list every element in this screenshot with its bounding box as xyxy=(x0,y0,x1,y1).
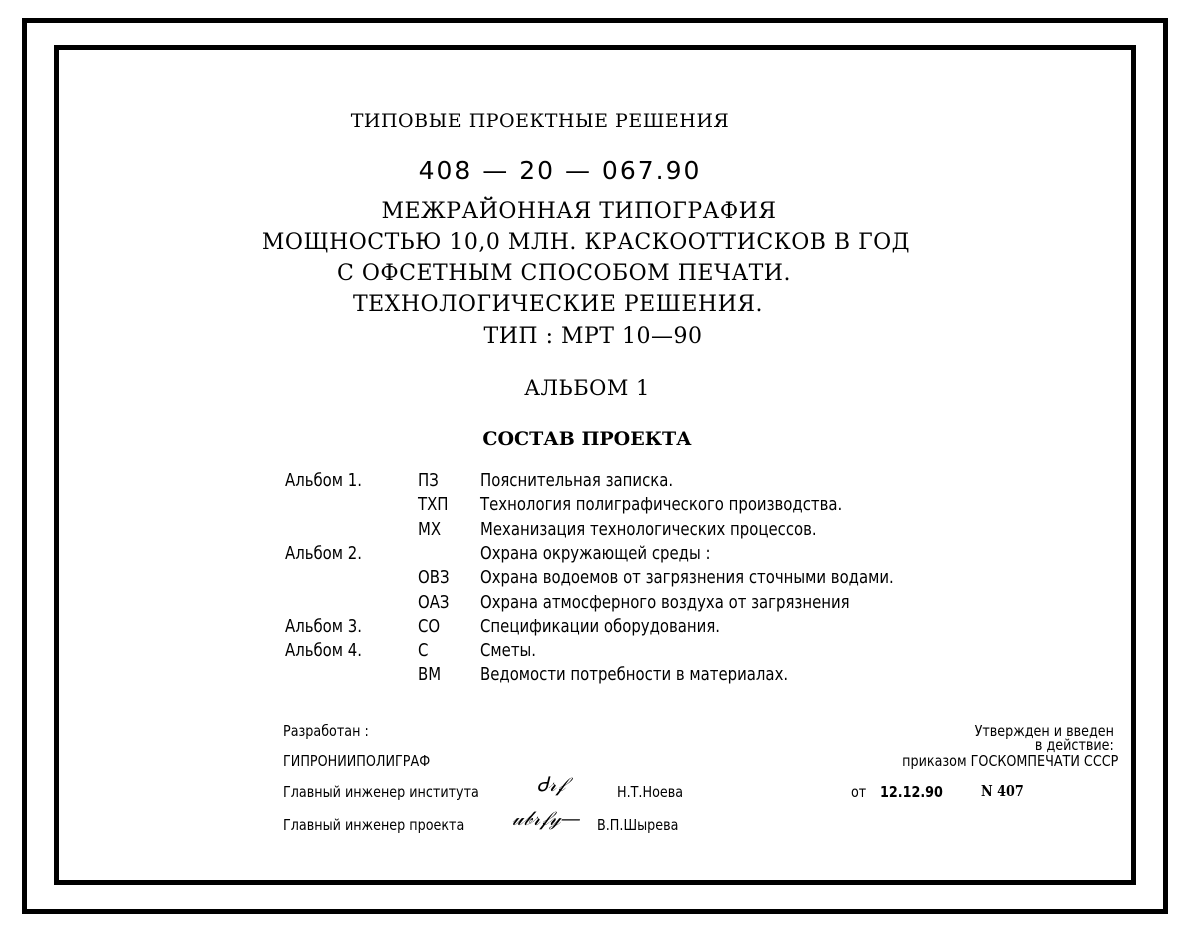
album-title: АЛЬБОМ 1 xyxy=(524,376,650,400)
composition-code: МХ xyxy=(418,518,442,540)
composition-album: Альбом 1. xyxy=(285,470,362,491)
composition-text: Ведомости потребности в материалах. xyxy=(480,664,789,686)
developer-org: ГИПРОНИИПОЛИГРАФ xyxy=(283,752,431,770)
composition-text: Сметы. xyxy=(480,640,536,662)
composition-text: Технология полиграфического производства. xyxy=(480,494,843,516)
chief-project-label: Главный инженер проекта xyxy=(283,816,465,834)
composition-title: СОСТАВ ПРОЕКТА xyxy=(482,428,692,450)
order-date: 12.12.90 xyxy=(880,783,943,801)
composition-code: С xyxy=(418,640,429,662)
title-line: ТИП : МРТ 10—90 xyxy=(483,324,703,349)
header: ТИПОВЫЕ ПРОЕКТНЫЕ РЕШЕНИЯ xyxy=(350,110,730,132)
chief-institute-name: Н.Т.Ноева xyxy=(617,783,684,801)
title-line: С ОФСЕТНЫМ СПОСОБОМ ПЕЧАТИ. xyxy=(337,261,791,286)
composition-code: ТХП xyxy=(418,494,449,516)
date-prefix: от xyxy=(851,783,867,801)
project-code: 408 — 20 — 067.90 xyxy=(418,156,702,185)
composition-code: ОВЗ xyxy=(418,567,450,589)
composition-album: Альбом 3. xyxy=(285,615,362,637)
composition-code: ОАЗ xyxy=(418,591,450,613)
approved-line-2: в действие: xyxy=(1035,736,1114,754)
composition-text: Охрана водоемов от загрязнения сточными водами. xyxy=(480,567,894,589)
order-number: N 407 xyxy=(981,782,1024,800)
title-line: МОЩНОСТЬЮ 10,0 МЛН. КРАСКООТТИСКОВ В ГОД xyxy=(261,230,911,255)
composition-text: Механизация технологических процессов. xyxy=(480,518,817,540)
composition-text: Охрана атмосферного воздуха от загрязнения xyxy=(480,591,850,613)
composition-album: Альбом 2. xyxy=(285,542,362,564)
order-line: приказом ГОСКОМПЕЧАТИ СССР xyxy=(901,752,1118,770)
composition-code: ВМ xyxy=(418,664,442,686)
composition-code: ПЗ xyxy=(418,470,439,491)
signature-2: 𝓊𝒷𝓇𝒻𝓎— xyxy=(512,806,581,830)
developed-label: Разработан : xyxy=(283,722,369,740)
composition-text: Пояснительная записка. xyxy=(480,470,674,491)
composition-text: Охрана окружающей среды : xyxy=(480,542,711,564)
title-line: МЕЖРАЙОННАЯ ТИПОГРАФИЯ xyxy=(381,199,777,224)
composition-album: Альбом 4. xyxy=(285,640,362,662)
composition-text: Спецификации оборудования. xyxy=(480,615,721,637)
title-line: ТЕХНОЛОГИЧЕСКИЕ РЕШЕНИЯ. xyxy=(352,292,764,317)
signature-1: Ꮷ𝓇𝒻 xyxy=(537,772,566,796)
chief-institute-label: Главный инженер института xyxy=(283,783,479,801)
approved-line-1: Утвержден и введен xyxy=(974,722,1114,740)
composition-code: СО xyxy=(418,615,441,637)
chief-project-name: В.П.Шырева xyxy=(597,816,679,834)
